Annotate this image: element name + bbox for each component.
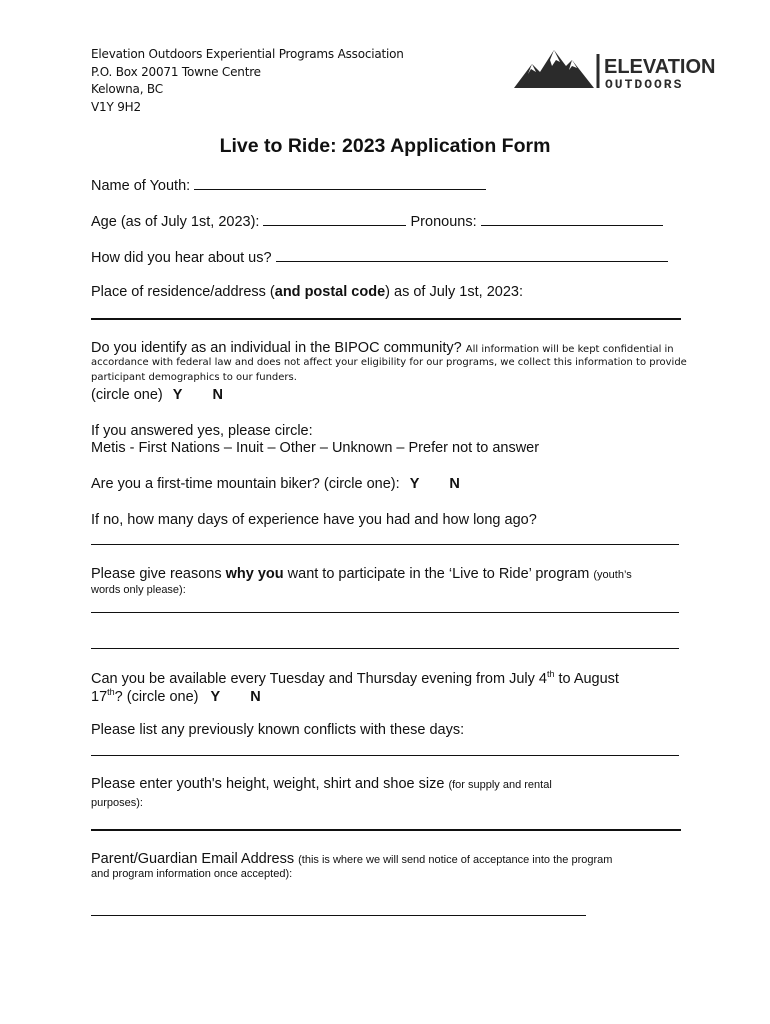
email-note-2: and program information once accepted):: [91, 868, 293, 880]
experience-field[interactable]: [91, 544, 679, 545]
biker-row: [91, 476, 460, 492]
bipoc-yes-option[interactable]: Y: [172, 387, 183, 403]
reasons-label-bold: why you: [225, 566, 284, 582]
reasons-label-end: want to participate in the ‘Live to Ride’ program: [283, 566, 590, 582]
availability-no-option[interactable]: N: [250, 688, 261, 705]
name-label: Name of Youth:: [91, 178, 191, 194]
bipoc-options[interactable]: Metis - First Nations – Inuit – Other – Unknown – Prefer not to answer: [91, 440, 540, 456]
email-field[interactable]: [91, 915, 586, 916]
sizes-note-1: (for supply and rental: [448, 779, 552, 791]
logo-word-outdoors: OUTDOORS: [605, 77, 684, 92]
availability-text-4: ? (circle one): [114, 688, 199, 705]
email-note-1: (this is where we will send notice of acceptance into the program: [298, 854, 613, 866]
reasons-row: [91, 566, 632, 582]
reasons-label-start: Please give reasons: [91, 566, 226, 582]
pronouns-field[interactable]: [481, 212, 663, 226]
residence-label-bold: and postal code: [274, 284, 386, 300]
org-address-block: [91, 46, 404, 116]
residence-label-start: Place of residence/address (: [91, 284, 275, 300]
reasons-field-line-1[interactable]: [91, 612, 679, 613]
biker-no-option[interactable]: N: [449, 476, 460, 492]
conflicts-question: Please list any previously known conflicts with these days:: [91, 722, 465, 738]
pronouns-label: Pronouns:: [410, 214, 477, 230]
elevation-outdoors-logo: [514, 42, 729, 94]
age-row: [91, 212, 663, 230]
availability-sup-2: th: [107, 687, 115, 697]
bipoc-note-1: All information will be kept confidential in: [465, 344, 674, 355]
age-field[interactable]: [263, 212, 406, 226]
reasons-note-2: words only please):: [91, 584, 186, 596]
name-field[interactable]: [194, 176, 486, 190]
availability-sup-1: th: [546, 669, 555, 679]
email-row: [91, 851, 612, 867]
biker-yes-option[interactable]: Y: [409, 476, 420, 492]
bipoc-note-2: accordance with federal law and does not affect your eligibility for our programs, we collect this information to provide: [91, 357, 687, 368]
hear-label: How did you hear about us?: [91, 250, 272, 266]
org-po-box: P.O. Box 20071 Towne Centre: [91, 64, 261, 79]
experience-question: If no, how many days of experience have you had and how long ago?: [91, 512, 537, 528]
org-city: Kelowna, BC: [91, 82, 163, 96]
residence-row: [91, 284, 523, 300]
residence-label-end: ) as of July 1st, 2023:: [385, 284, 523, 300]
bipoc-question: Do you identify as an individual in the BIPOC community?: [91, 340, 462, 356]
conflicts-field[interactable]: [91, 755, 679, 756]
residence-field[interactable]: [91, 318, 681, 320]
availability-text-2: to August: [554, 670, 619, 687]
bipoc-circle-row: [91, 387, 223, 403]
bipoc-row: [91, 340, 674, 356]
bipoc-note-3: participant demographics to our funders.: [91, 372, 297, 383]
reasons-field-line-2[interactable]: [91, 648, 679, 649]
sizes-note-2: purposes):: [91, 797, 143, 809]
reasons-note-1: (youth’s: [593, 569, 632, 581]
bipoc-no-option[interactable]: N: [212, 387, 223, 403]
availability-row-2: [91, 687, 261, 705]
availability-row-1: [91, 669, 619, 687]
org-postal: V1Y 9H2: [91, 99, 141, 114]
biker-question: Are you a first-time mountain biker? (circle one):: [91, 476, 400, 492]
org-name: Elevation Outdoors Experiential Programs Association: [91, 47, 404, 61]
mountain-icon: [514, 42, 729, 94]
bipoc-circle-label: (circle one): [91, 387, 163, 403]
hear-row: [91, 248, 668, 266]
form-title: Live to Ride: 2023 Application Form: [219, 135, 551, 157]
age-label: Age (as of July 1st, 2023):: [91, 214, 260, 230]
email-label: Parent/Guardian Email Address: [91, 851, 295, 867]
availability-text-3: 17: [91, 688, 108, 705]
name-row: [91, 176, 486, 194]
availability-text-1: Can you be available every Tuesday and Thursday evening from July 4: [91, 670, 547, 687]
logo-word-elevation: ELEVATION: [604, 56, 716, 78]
hear-field[interactable]: [276, 248, 668, 262]
sizes-row: [91, 776, 552, 792]
bipoc-ifyes: If you answered yes, please circle:: [91, 423, 313, 439]
sizes-label: Please enter youth's height, weight, shirt and shoe size: [91, 776, 445, 792]
sizes-field[interactable]: [91, 829, 681, 831]
availability-yes-option[interactable]: Y: [210, 688, 221, 705]
